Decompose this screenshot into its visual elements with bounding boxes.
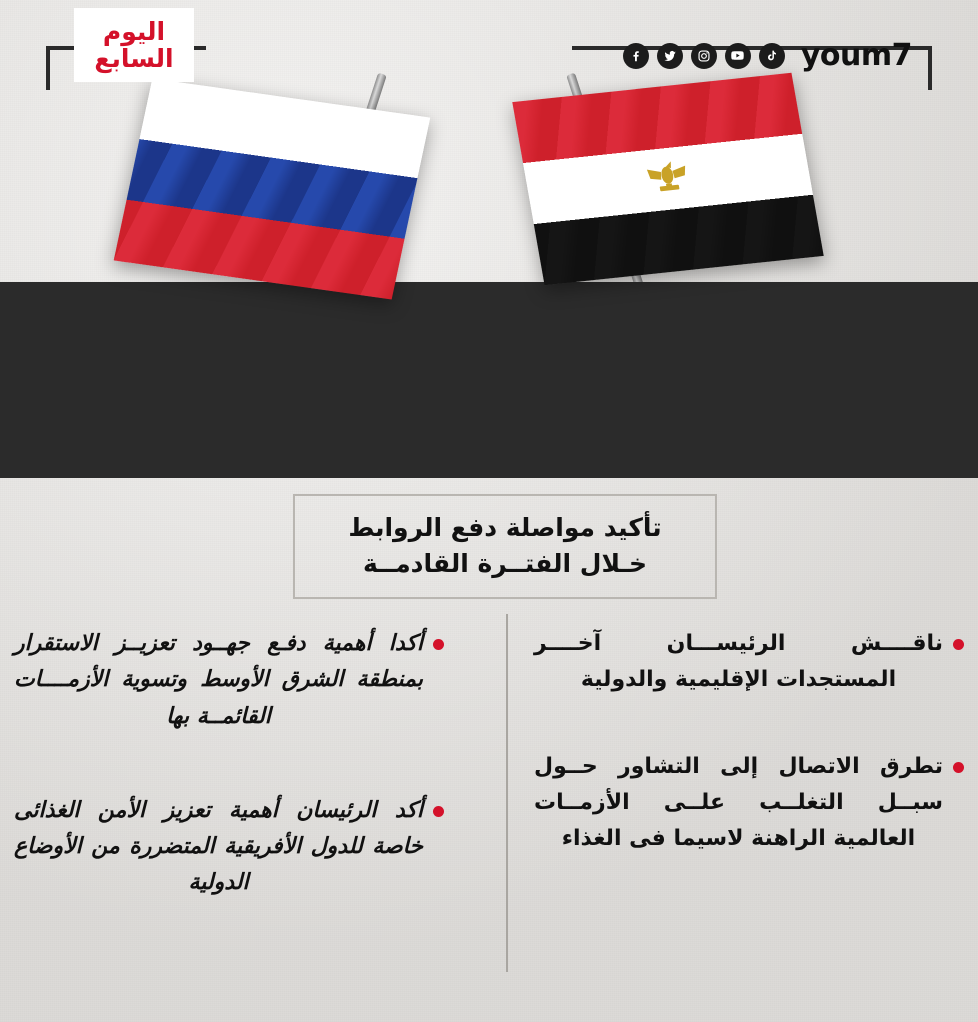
list-item	[14, 626, 444, 735]
dark-band	[0, 282, 978, 478]
frame-line-right	[928, 46, 932, 90]
bullet-icon	[953, 762, 964, 773]
column-divider	[506, 614, 508, 972]
bullet-icon	[953, 639, 964, 650]
list-item	[14, 793, 444, 902]
brand-name: youm7	[800, 38, 912, 73]
hero-section	[0, 0, 978, 478]
headline-line-1: تأكيد مواصلة دفع الروابط	[348, 513, 662, 542]
russia-flag	[114, 79, 431, 300]
headline-line-2: خـلال الفتــرة القادمــة	[362, 548, 648, 578]
point-text: أكدا أهمية دفـع جهــود تعزيــز الاستقرار بمنطقة الشرق الأوسط وتسوية الأزمــــات القائمــة بها	[14, 631, 423, 729]
list-item	[534, 749, 964, 858]
bullet-icon	[433, 639, 444, 650]
tiktok-icon[interactable]	[759, 43, 785, 69]
point-text: ناقــــش الرئيســـان آخــــر المستجدات الإقليمية والدولية	[534, 631, 943, 693]
points-column-right	[534, 626, 964, 907]
logo-line-1: اليوم	[102, 17, 166, 46]
logo-line-2: السابع	[94, 44, 174, 73]
bullet-icon	[433, 806, 444, 817]
twitter-icon[interactable]	[657, 43, 683, 69]
youm7-logo[interactable]	[74, 8, 194, 82]
list-item	[534, 626, 964, 699]
egypt-flag	[512, 73, 823, 286]
facebook-icon[interactable]	[623, 43, 649, 69]
frame-line-left	[46, 46, 50, 90]
point-text: تطرق الاتصال إلى التشاور حــول سبــل التغلــب علــى الأزمــات العالمية الراهنة لاسيما فى الغذاء	[534, 753, 943, 852]
egypt-eagle-emblem	[641, 154, 695, 204]
headline-box	[293, 494, 717, 599]
youtube-icon[interactable]	[725, 43, 751, 69]
point-text: أكد الرئيسان أهمية تعزيز الأمن الغذائى خاصة للدول الأفريقية المتضررة من الأوضاع الدولية	[14, 797, 423, 896]
social-links	[623, 38, 912, 73]
points-column-left	[14, 626, 444, 960]
instagram-icon[interactable]	[691, 43, 717, 69]
